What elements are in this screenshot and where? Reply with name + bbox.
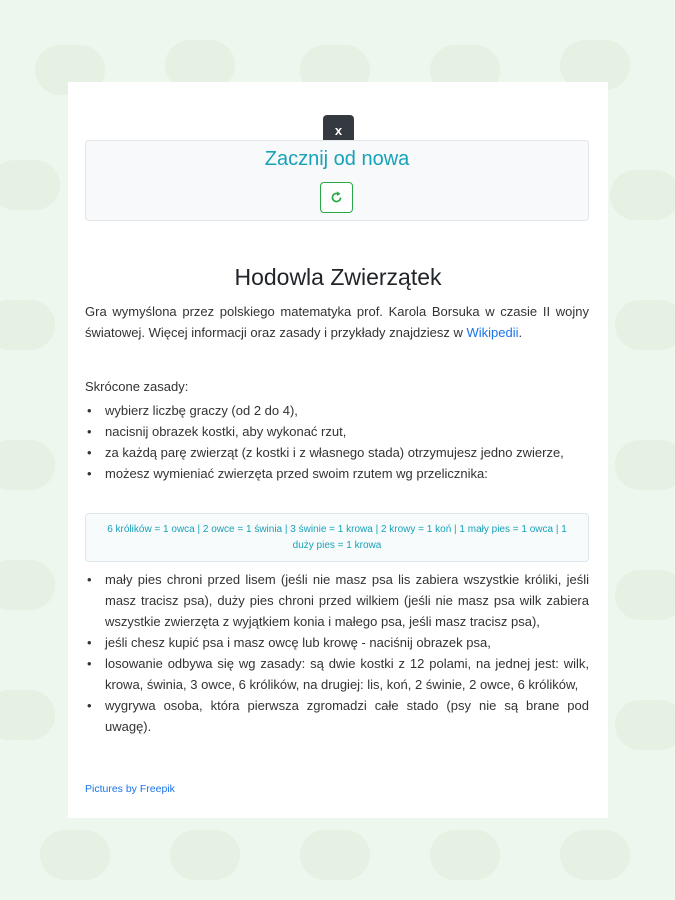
intro-end: .	[518, 325, 523, 340]
rule-item: • za każdą parę zwierząt (z kostki i z własnego stada) otrzymujesz jedno zwierze,	[85, 442, 589, 463]
exchange-rates-box: 6 królików = 1 owca | 2 owce = 1 świnia | 3 świnie = 1 krowa | 2 krowy = 1 koń | 1 mały pies = 1 owca | 1 duży pies = 1 krowa	[85, 513, 589, 562]
rule-item: • jeśli chesz kupić psa i masz owcę lub krowę - naciśnij obrazek psa,	[85, 632, 589, 653]
game-title: Hodowla Zwierzątek	[234, 264, 442, 290]
restart-panel	[85, 140, 589, 221]
rule-item: • możesz wymieniać zwierzęta przed swoim rzutem wg przelicznika:	[85, 463, 589, 484]
rule-item: • wybierz liczbę graczy (od 2 do 4),	[85, 400, 589, 421]
rule-item: • losowanie odbywa się wg zasady: są dwie kostki z 12 polami, na jednej jest: wilk, krowa, świnia, 3 owce, 6 królików, na drugiej: lis, koń, 2 świnie, 2 owce, 6 królików,	[85, 653, 589, 695]
rule-item: • wygrywa osoba, która pierwsza zgromadzi całe stado (psy nie są brane pod uwagę).	[85, 695, 589, 737]
intro-paragraph	[85, 301, 589, 343]
restart-title: Zacznij od nowa	[264, 148, 410, 170]
close-button[interactable]: x	[323, 115, 354, 146]
intro-text: Gra wymyślona przez polskiego matematyka prof. Karola Borsuka w czasie II wojny światowej. Więcej informacji oraz zasady i przykłady znajdziesz w	[85, 304, 589, 340]
wikipedia-link[interactable]: Wikipedii	[466, 325, 519, 340]
rules-list-1	[85, 400, 589, 484]
rules-dialog	[68, 82, 608, 818]
rules-heading: Skrócone zasady:	[85, 379, 189, 394]
rules-list-2	[85, 569, 589, 737]
refresh-icon	[330, 191, 343, 204]
rule-item: • mały pies chroni przed lisem (jeśli nie masz psa lis zabiera wszystkie króliki, jeśli masz tracisz psa), duży pies chroni przed wilkiem (jeśli nie masz psa wilk zabiera wszystkie zwierzęta z wyjątkiem konia i małego psa, jeśli masz tracisz psa),	[85, 569, 589, 632]
restart-button[interactable]	[320, 182, 353, 213]
freepik-credit-link[interactable]: Pictures by Freepik	[85, 783, 175, 795]
rule-item: • nacisnij obrazek kostki, aby wykonać rzut,	[85, 421, 589, 442]
